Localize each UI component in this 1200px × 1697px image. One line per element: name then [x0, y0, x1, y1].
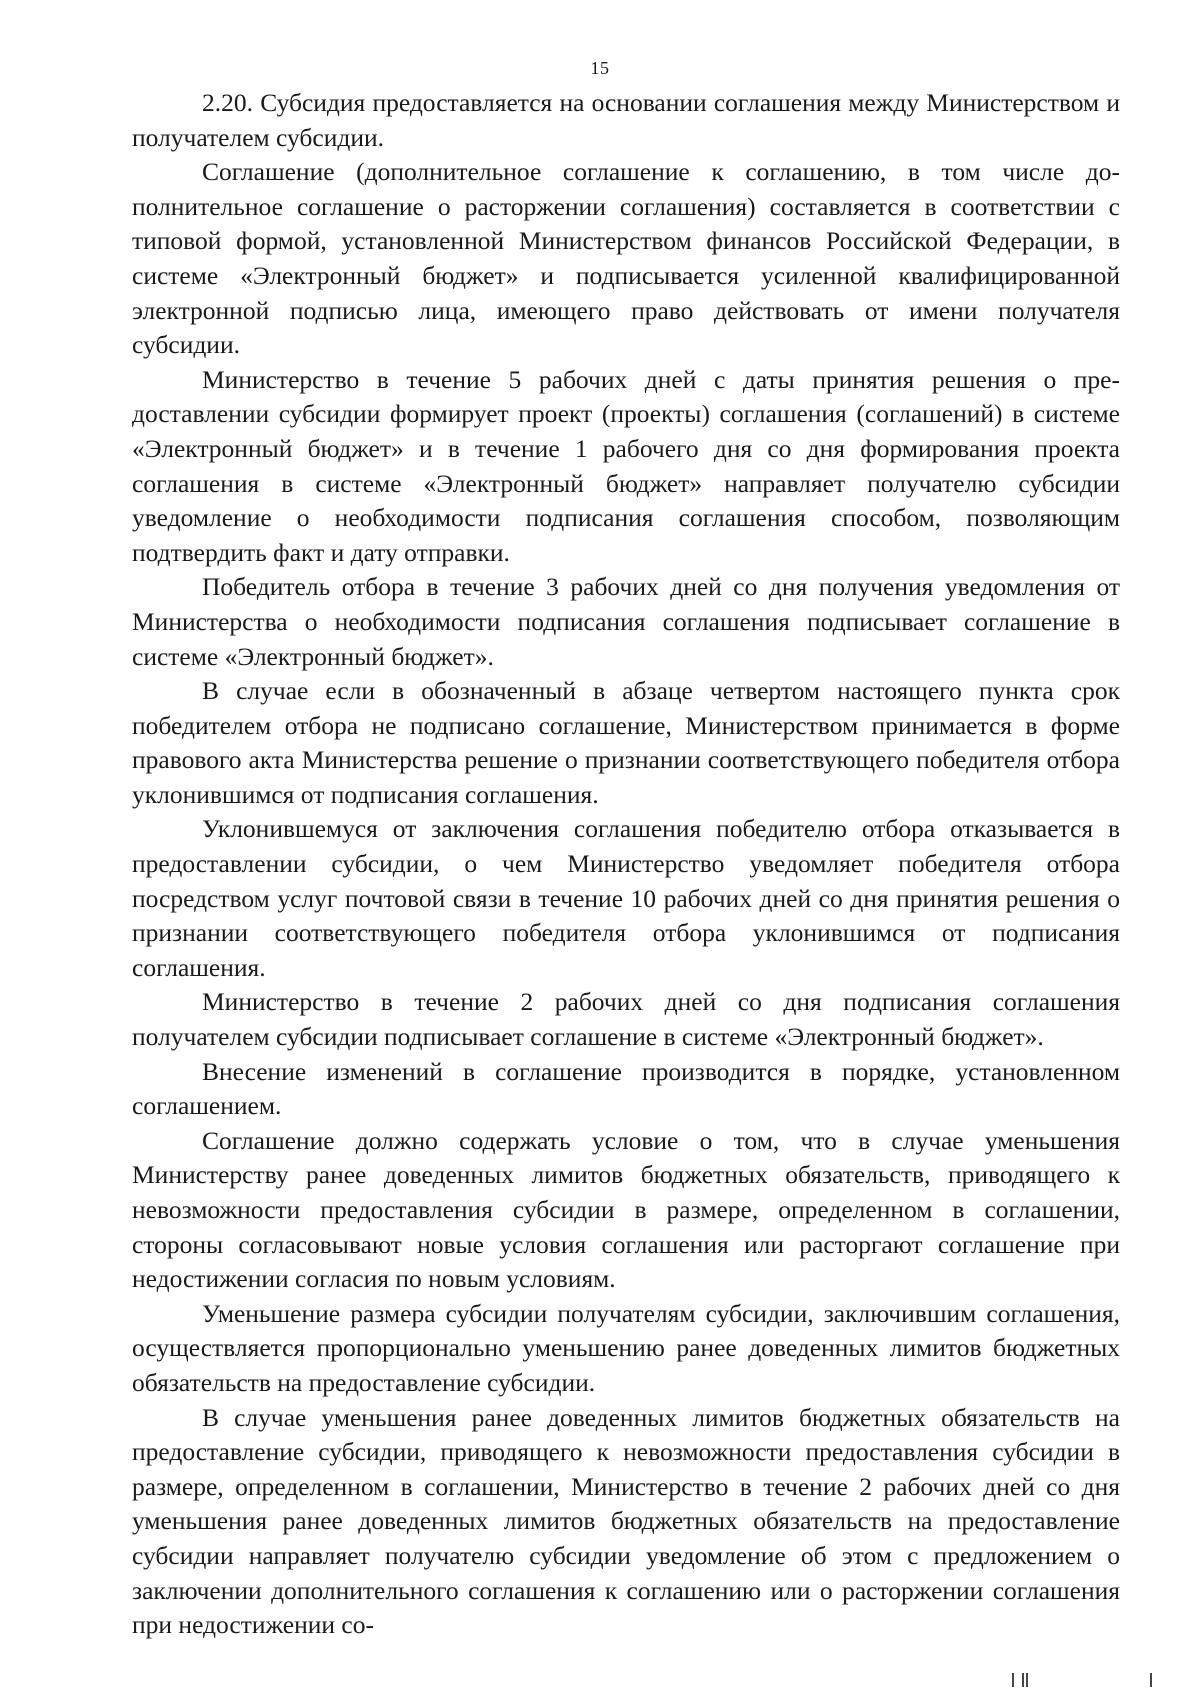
paragraph-ministry-signs: Министерство в течение 2 рабочих дней со дня подписания соглашения получателем субсидии подписывает соглашение в системе «Электронный бюджет».: [132, 987, 1120, 1052]
scan-edge-marks: [0, 1671, 1200, 1687]
paragraph-not-signed: В случае если в обозначенный в абзаце четвертом настоящего пункта срок победителем отбора не подписано соглашение, Министерством принимается в форме правового акта Министерства решение о признании соответствующего победителя отбора уклонившимся от подписания соглашения.: [132, 676, 1120, 809]
paragraph-winner-signs: Победитель отбора в течение 3 рабочих дней со дня получения уведомления от Министерства о необходимости подписания соглашения подписывает соглашение в системе «Электронный бюджет».: [132, 572, 1120, 671]
scan-mark: [1150, 1673, 1152, 1687]
paragraph-agreement-form: Соглашение (дополнительное соглашение к соглашению, в том числе дополнительное соглашение о расторжении соглашения) составляется в соответствии с типовой формой, установленной Министерством финансов Российской Федерации, в системе «Электронный бюджет» и подписывается усиленной квалифицированной электронной подписью лица, имеющего право действовать от имени получателя субсидии.: [132, 157, 1120, 360]
paragraph-proportional-reduction: Уменьшение размера субсидии получателям субсидии, заключившим соглашения, осуществляется пропорционально уменьшению ранее доведенных лимитов бюджетных обязательств на предоставление субсидии.: [132, 1298, 1120, 1397]
paragraph-refusal: Уклонившемуся от заключения соглашения победителю отбора отказывается в предоставлении субсидии, о чем Министерство уведомляет победителя отбора посредством услуг почтовой связи в течение 10 рабочих дней со дня принятия решения о признании соответствующего победителя отбора уклонившимся от подписания соглашения.: [132, 814, 1120, 982]
paragraph-2-20: 2.20. Субсидия предоставляется на основании соглашения между Министерством и получателем субсидии.: [132, 88, 1120, 152]
scan-mark: [1012, 1673, 1014, 1687]
paragraph-amendments: Внесение изменений в соглашение производится в порядке, установленном соглашением.: [132, 1056, 1120, 1121]
paragraph-limits-reduction-notice: В случае уменьшения ранее доведенных лимитов бюджетных обязательств на предоставление субсидии, приводящего к невозможности предоставления субсидии в размере, определенном в соглашении, Министерство в течение 2 рабочих дней со дня уменьшения ранее доведенных лимитов бюджетных обязательств на предоставление субсидии направляет получателю субсидии уведомление об этом с предложением о заключении дополнительного соглашения к соглашению или о расторжении соглашения при недостижении со-: [132, 1402, 1120, 1640]
paragraph-ministry-draft: Министерство в течение 5 рабочих дней с даты принятия решения о предоставлении субсидии формирует проект (проекты) соглашения (соглашений) в системе «Электронный бюджет» и в течение 1 рабочего дня со дня формирования проекта соглашения в системе «Электронный бюджет» направляет получателю субсидии уведомление о необходимости подписания соглашения способом, позволяющим подтвердить факт и дату отправки.: [132, 364, 1120, 567]
scan-mark: [1026, 1673, 1028, 1687]
paragraph-limits-condition: Соглашение должно содержать условие о том, что в случае уменьшения Министерству ранее доведенных лимитов бюджетных обязательств, приводящего к невозможности предоставления субсидии в размере, определенном в соглашении, стороны согласовывают новые условия соглашения или расторгают соглашение при недостижении согласия по новым условиям.: [132, 1125, 1120, 1294]
page-number: 15: [590, 58, 610, 78]
document-body: [132, 86, 1120, 1643]
scan-mark: [1022, 1673, 1024, 1687]
